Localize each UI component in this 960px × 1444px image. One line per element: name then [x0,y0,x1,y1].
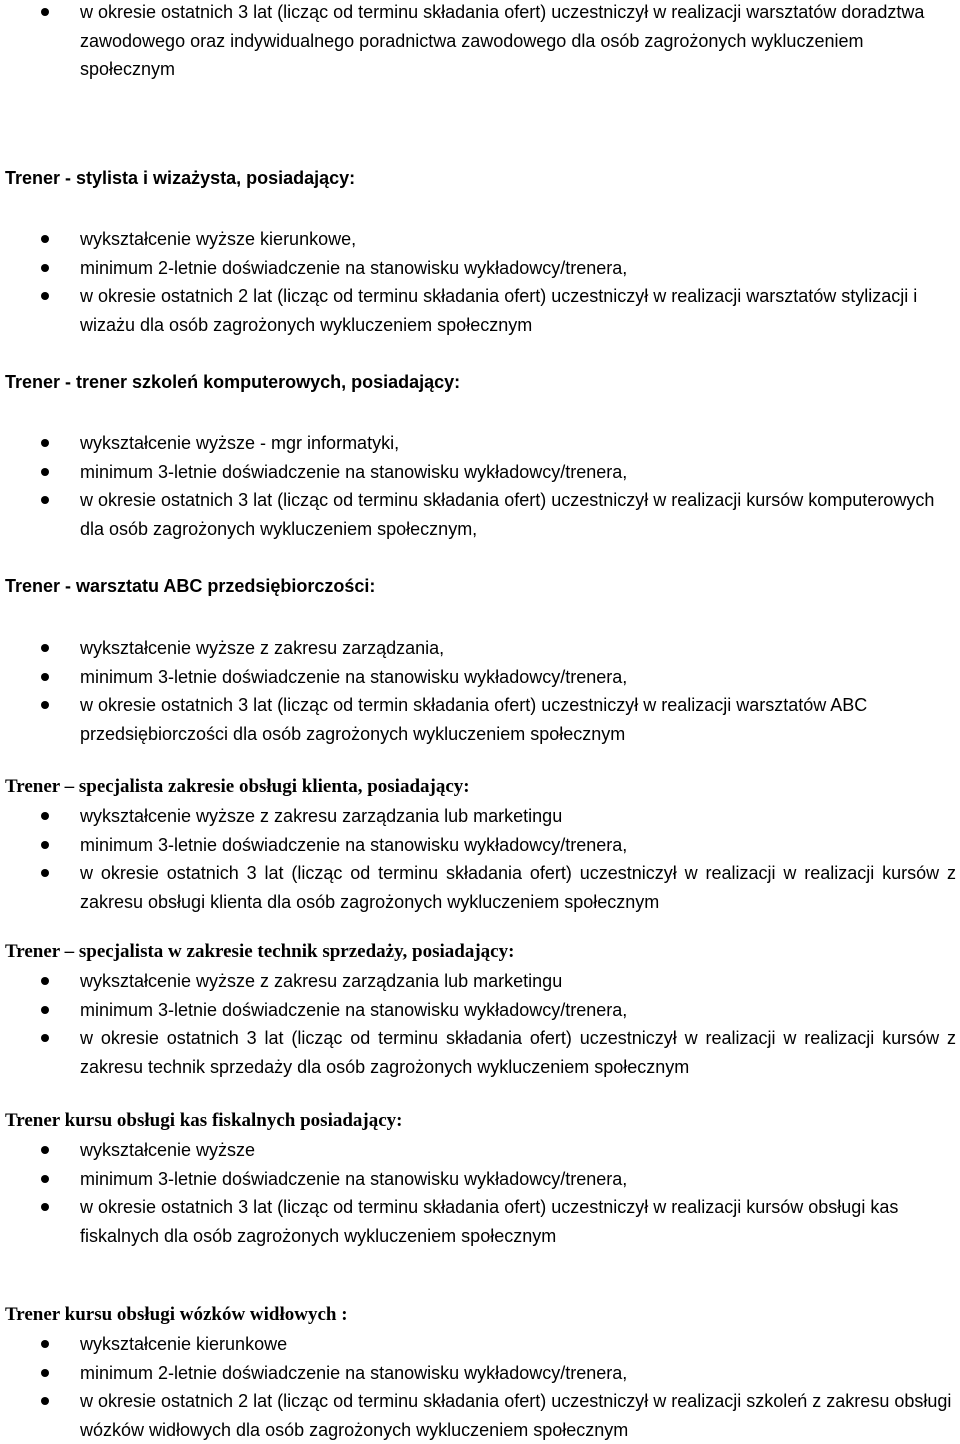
list-item: w okresie ostatnich 3 lat (licząc od terminu składania ofert) uczestniczył w realizacji w realizacji kursów z zakresu obsługi klienta dla osób zagrożonych wykluczeniem społecznym [0,859,960,916]
list-item: wykształcenie wyższe z zakresu zarządzania lub marketingu [0,967,960,996]
bullet-icon [41,1369,49,1377]
bullet-icon [41,496,49,504]
bullet-icon [41,841,49,849]
bullet-icon [41,292,49,300]
bullet-icon [41,8,49,16]
list-item: minimum 2-letnie doświadczenie na stanowisku wykładowcy/trenera, [0,1359,960,1388]
requirements-list [0,1136,960,1250]
section-heading: Trener – specjalista zakresie obsługi klienta, posiadający: [5,776,470,797]
list-item: wykształcenie wyższe z zakresu zarządzania lub marketingu [0,802,960,831]
list-item: w okresie ostatnich 3 lat (licząc od termin składania ofert) uczestniczył w realizacji warsztatów ABC przedsiębiorczości dla osób zagrożonych wykluczeniem społecznym [0,691,960,748]
bullet-icon [41,1006,49,1014]
bullet-icon [41,1034,49,1042]
bullet-icon [41,468,49,476]
bullet-icon [41,869,49,877]
list-item: minimum 3-letnie doświadczenie na stanowisku wykładowcy/trenera, [0,831,960,860]
section-heading: Trener kursu obsługi wózków widłowych : [5,1304,348,1325]
list-item: minimum 3-letnie doświadczenie na stanowisku wykładowcy/trenera, [0,996,960,1025]
bullet-icon [41,235,49,243]
section-heading: Trener kursu obsługi kas fiskalnych posiadający: [5,1110,403,1131]
bullet-icon [41,812,49,820]
bullet-icon [41,264,49,272]
bullet-icon [41,1203,49,1211]
requirements-list [0,0,960,84]
bullet-icon [41,1175,49,1183]
list-item: wykształcenie wyższe - mgr informatyki, [0,429,960,458]
section-heading: Trener - stylista i wizażysta, posiadający: [5,168,356,188]
bullet-icon [41,1146,49,1154]
section-heading: Trener – specjalista w zakresie technik sprzedaży, posiadający: [5,941,515,962]
bullet-icon [41,673,49,681]
list-item: w okresie ostatnich 3 lat (licząc od terminu składania ofert) uczestniczył w realizacji w realizacji kursów z zakresu technik sprzedaży dla osób zagrożonych wykluczeniem społecznym [0,1024,960,1081]
section-heading: Trener - trener szkoleń komputerowych, posiadający: [5,372,461,392]
requirements-list [0,429,960,543]
requirements-list [0,1330,960,1444]
list-item: minimum 3-letnie doświadczenie na stanowisku wykładowcy/trenera, [0,458,960,487]
bullet-icon [41,439,49,447]
bullet-icon [41,1397,49,1405]
section-heading: Trener - warsztatu ABC przedsiębiorczości: [5,576,376,596]
requirements-list [0,634,960,748]
bullet-icon [41,644,49,652]
list-item: wykształcenie wyższe [0,1136,960,1165]
requirements-list [0,802,960,916]
list-item: wykształcenie wyższe z zakresu zarządzania, [0,634,960,663]
requirements-list [0,967,960,1081]
bullet-icon [41,701,49,709]
list-item: wykształcenie kierunkowe [0,1330,960,1359]
list-item: w okresie ostatnich 2 lat (licząc od terminu składania ofert) uczestniczył w realizacji warsztatów stylizacji i wizażu dla osób zagrożonych wykluczeniem społecznym [0,282,960,339]
list-item: minimum 3-letnie doświadczenie na stanowisku wykładowcy/trenera, [0,663,960,692]
list-item: w okresie ostatnich 3 lat (licząc od terminu składania ofert) uczestniczył w realizacji kursów obsługi kas fiskalnych dla osób zagrożonych wykluczeniem społecznym [0,1193,960,1250]
requirements-list [0,225,960,339]
list-item: minimum 3-letnie doświadczenie na stanowisku wykładowcy/trenera, [0,1165,960,1194]
list-item: minimum 2-letnie doświadczenie na stanowisku wykładowcy/trenera, [0,254,960,283]
bullet-icon [41,977,49,985]
list-item: w okresie ostatnich 3 lat (licząc od terminu składania ofert) uczestniczył w realizacji warsztatów doradztwa zawodowego oraz indywidualnego poradnictwa zawodowego dla osób zagrożonych wykluczeniem społecznym [0,0,960,84]
list-item: w okresie ostatnich 3 lat (licząc od terminu składania ofert) uczestniczył w realizacji kursów komputerowych dla osób zagrożonych wykluczeniem społecznym, [0,486,960,543]
list-item: w okresie ostatnich 2 lat (licząc od terminu składania ofert) uczestniczył w realizacji szkoleń z zakresu obsługi wózków widłowych dla osób zagrożonych wykluczeniem społecznym [0,1387,960,1444]
bullet-icon [41,1340,49,1348]
list-item: wykształcenie wyższe kierunkowe, [0,225,960,254]
